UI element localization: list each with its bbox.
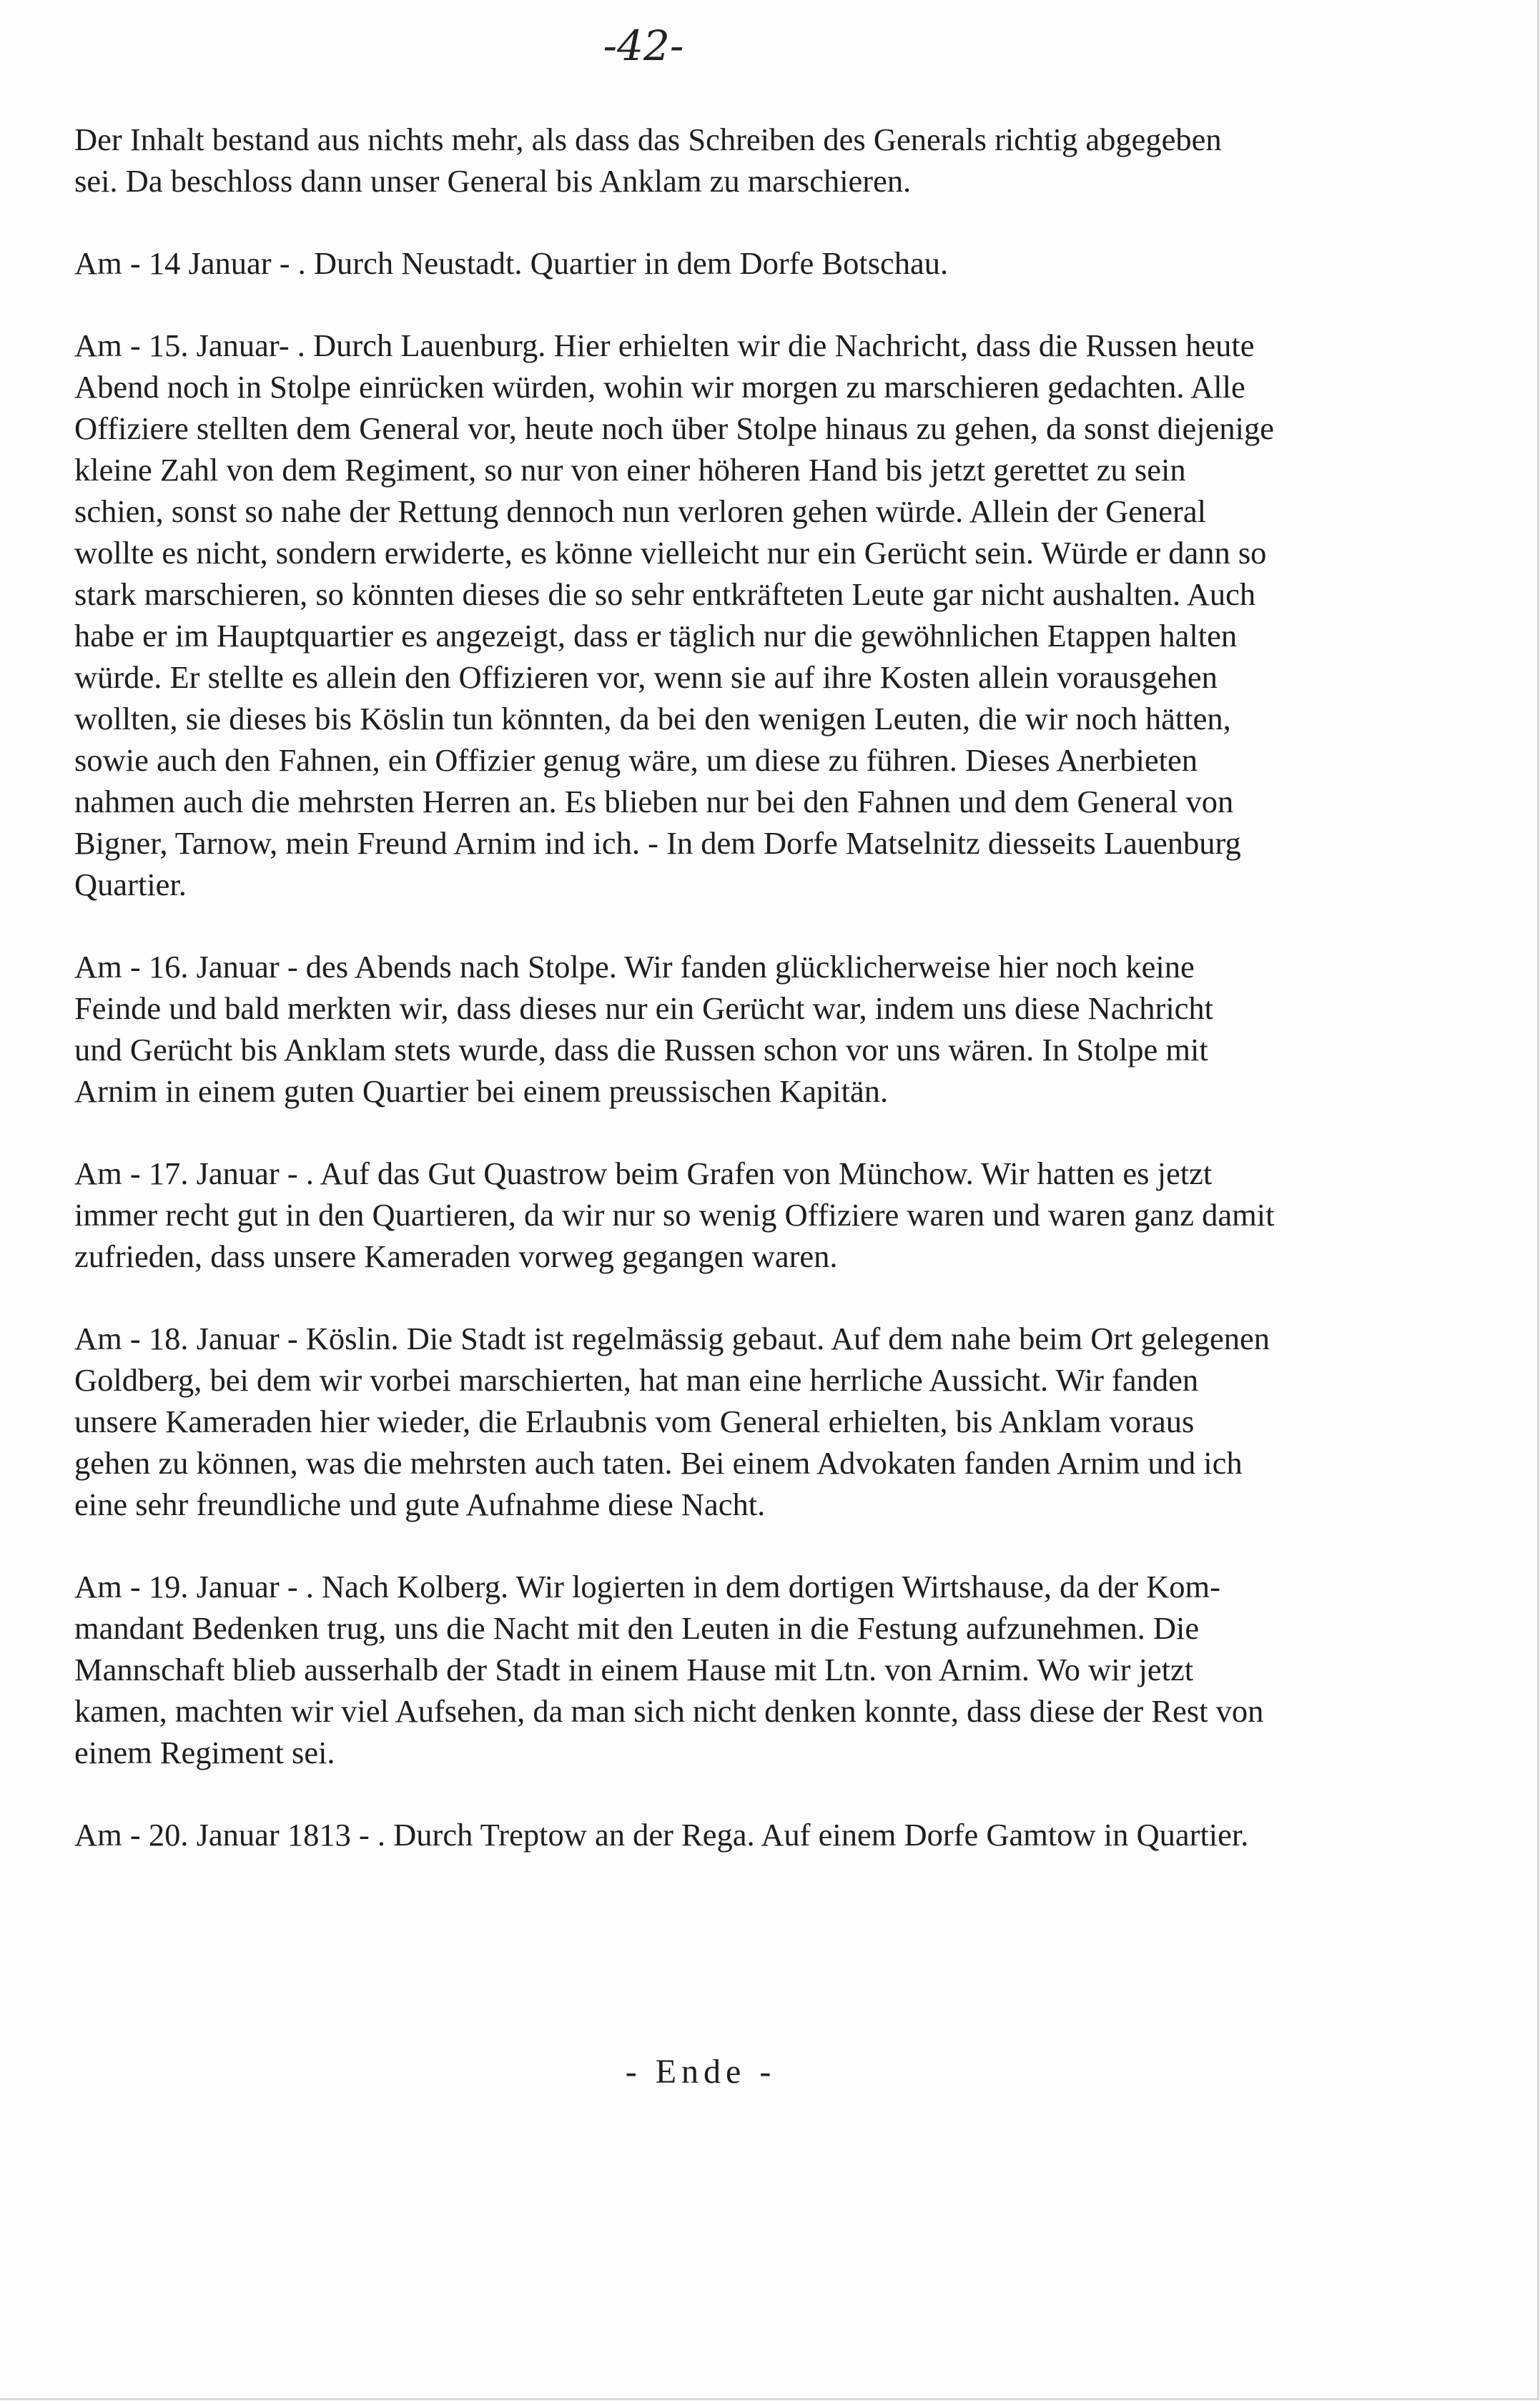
text-line: Am - 15. Januar- . Durch Lauenburg. Hier erhielten wir die Nachricht, dass die Russen heute xyxy=(74,327,1255,363)
text-line: Abend noch in Stolpe einrücken würden, wohin wir morgen zu marschieren gedachten. Alle xyxy=(74,369,1245,405)
paragraph xyxy=(74,1814,1494,1855)
text-line: immer recht gut in den Quartieren, da wir nur so wenig Offiziere waren und waren ganz damit xyxy=(74,1197,1275,1233)
text-line: zufrieden, dass unsere Kameraden vorweg gegangen waren. xyxy=(74,1238,838,1274)
text-line: Offiziere stellten dem General vor, heute noch über Stolpe hinaus zu gehen, da sonst diejenige xyxy=(74,410,1274,446)
text-line: unsere Kameraden hier wieder, die Erlaubnis vom General erhielten, bis Anklam voraus xyxy=(74,1404,1195,1439)
closing-text: - Ende - xyxy=(625,2053,776,2091)
paragraph xyxy=(74,119,1494,202)
page-number: -42- xyxy=(603,21,684,70)
text-line: Quartier. xyxy=(74,867,187,902)
text-line: würde. Er stellte es allein den Offizieren vor, wenn sie auf ihre Kosten allein vorausgehen xyxy=(74,659,1218,695)
body-text xyxy=(74,119,1494,1896)
text-line: Am - 14 Januar - . Durch Neustadt. Quartier in dem Dorfe Botschau. xyxy=(74,245,949,281)
text-line: stark marschieren, so könnten dieses die so sehr entkräfteten Leute gar nicht aushalten. Auch xyxy=(74,576,1256,612)
text-line: Am - 20. Januar 1813 - . Durch Treptow an der Rega. Auf einem Dorfe Gamtow in Quartier. xyxy=(74,1817,1249,1853)
text-line: habe er im Hauptquartier es angezeigt, dass er täglich nur die gewöhnlichen Etappen halten xyxy=(74,618,1238,654)
text-line: wollte es nicht, sondern erwiderte, es könne vielleicht nur ein Gerücht sein. Würde er dann so xyxy=(74,535,1267,571)
text-line: schien, sonst so nahe der Rettung dennoch nun verloren gehen würde. Allein der General xyxy=(74,493,1206,529)
text-line: gehen zu können, was die mehrsten auch taten. Bei einem Advokaten fanden Arnim und ich xyxy=(74,1445,1243,1481)
paragraph xyxy=(74,325,1494,905)
text-line: sowie auch den Fahnen, ein Offizier genug wäre, um diese zu führen. Dieses Anerbieten xyxy=(74,742,1198,778)
text-line: Am - 17. Januar - . Auf das Gut Quastrow beim Grafen von Münchow. Wir hatten es jetzt xyxy=(74,1155,1213,1191)
paragraph xyxy=(74,1566,1494,1773)
paragraph xyxy=(74,946,1494,1112)
text-line: Am - 18. Januar - Köslin. Die Stadt ist regelmässig gebaut. Auf dem nahe beim Ort gelegenen xyxy=(74,1321,1270,1356)
text-line: Am - 19. Januar - . Nach Kolberg. Wir logierten in dem dortigen Wirtshause, da der Kom- xyxy=(74,1569,1220,1604)
paragraph xyxy=(74,242,1494,284)
text-line: Goldberg, bei dem wir vorbei marschierten, hat man eine herrliche Aussicht. Wir fanden xyxy=(74,1362,1199,1398)
paragraph xyxy=(74,1153,1494,1277)
text-line: kleine Zahl von dem Regiment, so nur von einer höheren Hand bis jetzt gerettet zu sein xyxy=(74,452,1186,488)
text-line: mandant Bedenken trug, uns die Nacht mit den Leuten in die Festung aufzunehmen. Die xyxy=(74,1610,1200,1646)
text-line: sei. Da beschloss dann unser General bis Anklam zu marschieren. xyxy=(74,163,912,199)
paragraph xyxy=(74,1318,1494,1525)
text-line: Bigner, Tarnow, mein Freund Arnim ind ich. - In dem Dorfe Matselnitz diesseits Lauenburg xyxy=(74,825,1241,861)
text-line: nahmen auch die mehrsten Herren an. Es blieben nur bei den Fahnen und dem General von xyxy=(74,784,1234,819)
text-line: wollten, sie dieses bis Köslin tun könnten, da bei den wenigen Leuten, die wir noch hätten, xyxy=(74,701,1231,736)
text-line: Der Inhalt bestand aus nichts mehr, als dass das Schreiben des Generals richtig abgegeben xyxy=(74,122,1222,157)
text-line: Arnim in einem guten Quartier bei einem preussischen Kapitän. xyxy=(74,1073,889,1109)
text-line: Feinde und bald merkten wir, dass dieses nur ein Gerücht war, indem uns diese Nachricht xyxy=(74,990,1214,1026)
text-line: Am - 16. Januar - des Abends nach Stolpe. Wir fanden glücklicherweise hier noch keine xyxy=(74,949,1195,985)
text-line: einem Regiment sei. xyxy=(74,1735,335,1770)
text-line: eine sehr freundliche und gute Aufnahme diese Nacht. xyxy=(74,1487,766,1522)
text-line: und Gerücht bis Anklam stets wurde, dass die Russen schon vor uns wären. In Stolpe mit xyxy=(74,1032,1208,1068)
text-line: kamen, machten wir viel Aufsehen, da man sich nicht denken konnte, dass diese der Rest von xyxy=(74,1693,1264,1729)
text-line: Mannschaft blieb ausserhalb der Stadt in einem Hause mit Ltn. von Arnim. Wo wir jetzt xyxy=(74,1652,1194,1687)
